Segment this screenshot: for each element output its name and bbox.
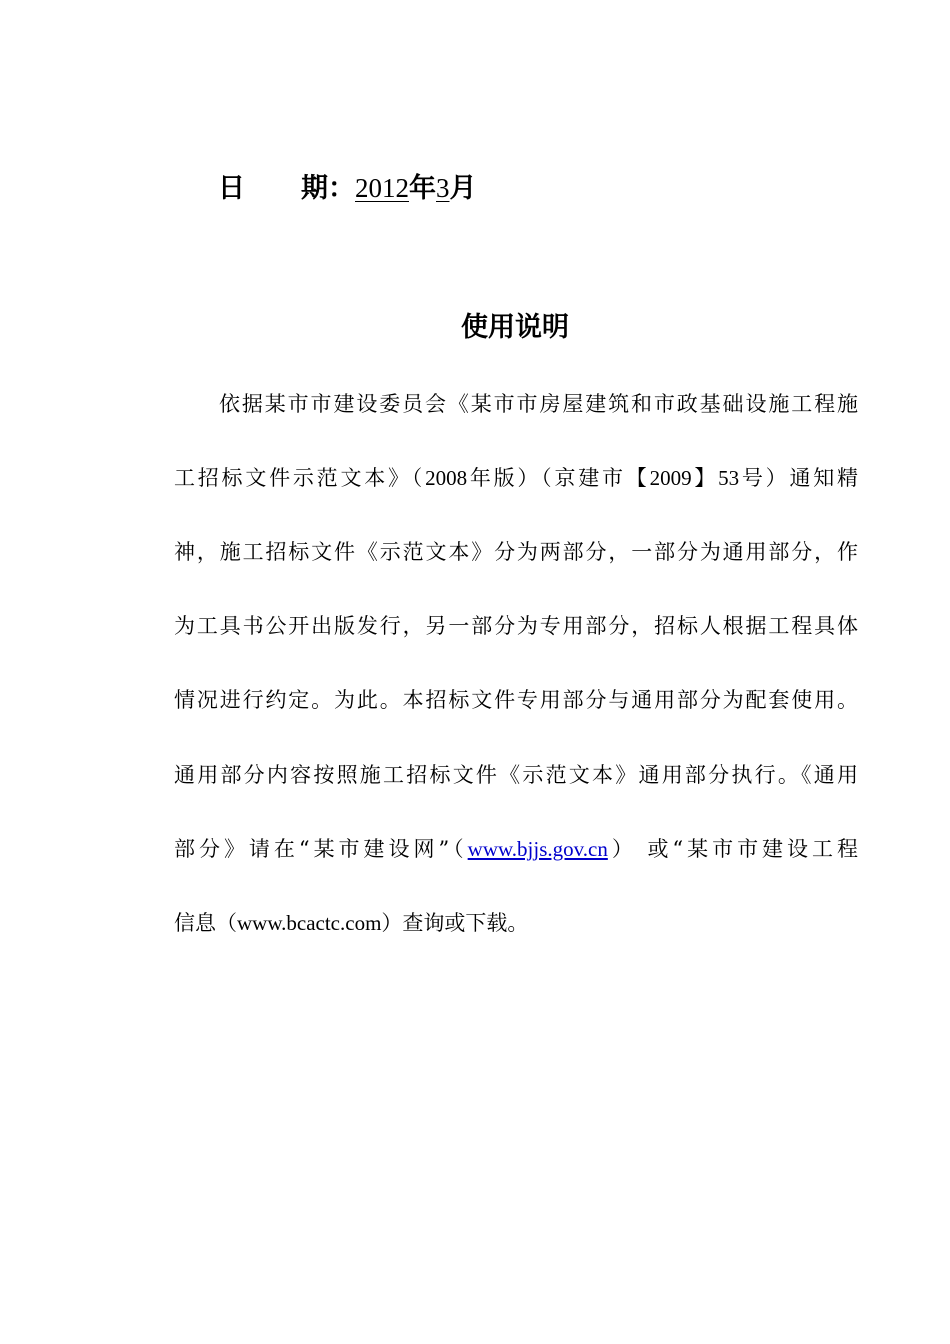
date-month: 3 bbox=[436, 173, 450, 203]
bjjs-website-link[interactable]: www.bjjs.gov.cn bbox=[467, 837, 608, 861]
date-year: 2012 bbox=[355, 173, 409, 203]
date-month-unit: 月 bbox=[449, 173, 477, 204]
date-year-unit: 年 bbox=[409, 173, 436, 204]
paragraph-line: 工招标文件示范文本》（2008年版）（京建市【2009】53号）通知精 bbox=[174, 466, 859, 490]
date-label-ri: 日 bbox=[218, 173, 245, 204]
date-label-qi: 期： bbox=[301, 173, 355, 204]
paragraph-line: 通用部分内容按照施工招标文件《示范文本》通用部分执行。《通用 bbox=[174, 763, 858, 787]
paragraph-line: 情况进行约定。为此。本招标文件专用部分与通用部分为配套使用。 bbox=[174, 688, 858, 712]
paragraph-line: 神，施工招标文件《示范文本》分为两部分，一部分为通用部分，作 bbox=[174, 540, 858, 564]
date-line bbox=[218, 168, 477, 209]
bcactc-website-text: www.bcactc.com bbox=[237, 911, 382, 935]
paragraph-line: 为工具书公开出版发行，另一部分为专用部分，招标人根据工程具体 bbox=[174, 614, 858, 638]
paragraph-line: 部分》请在“某市建设网”（www.bjjs.gov.cn） 或“某市市建设工程 bbox=[174, 837, 858, 861]
paragraph-line: 信息（www.bcactc.com）查询或下载。 bbox=[174, 911, 529, 935]
document-title: 使用说明 bbox=[461, 312, 569, 343]
paragraph-line: 依据某市市建设委员会《某市市房屋建筑和市政基础设施工程施 bbox=[219, 392, 858, 416]
